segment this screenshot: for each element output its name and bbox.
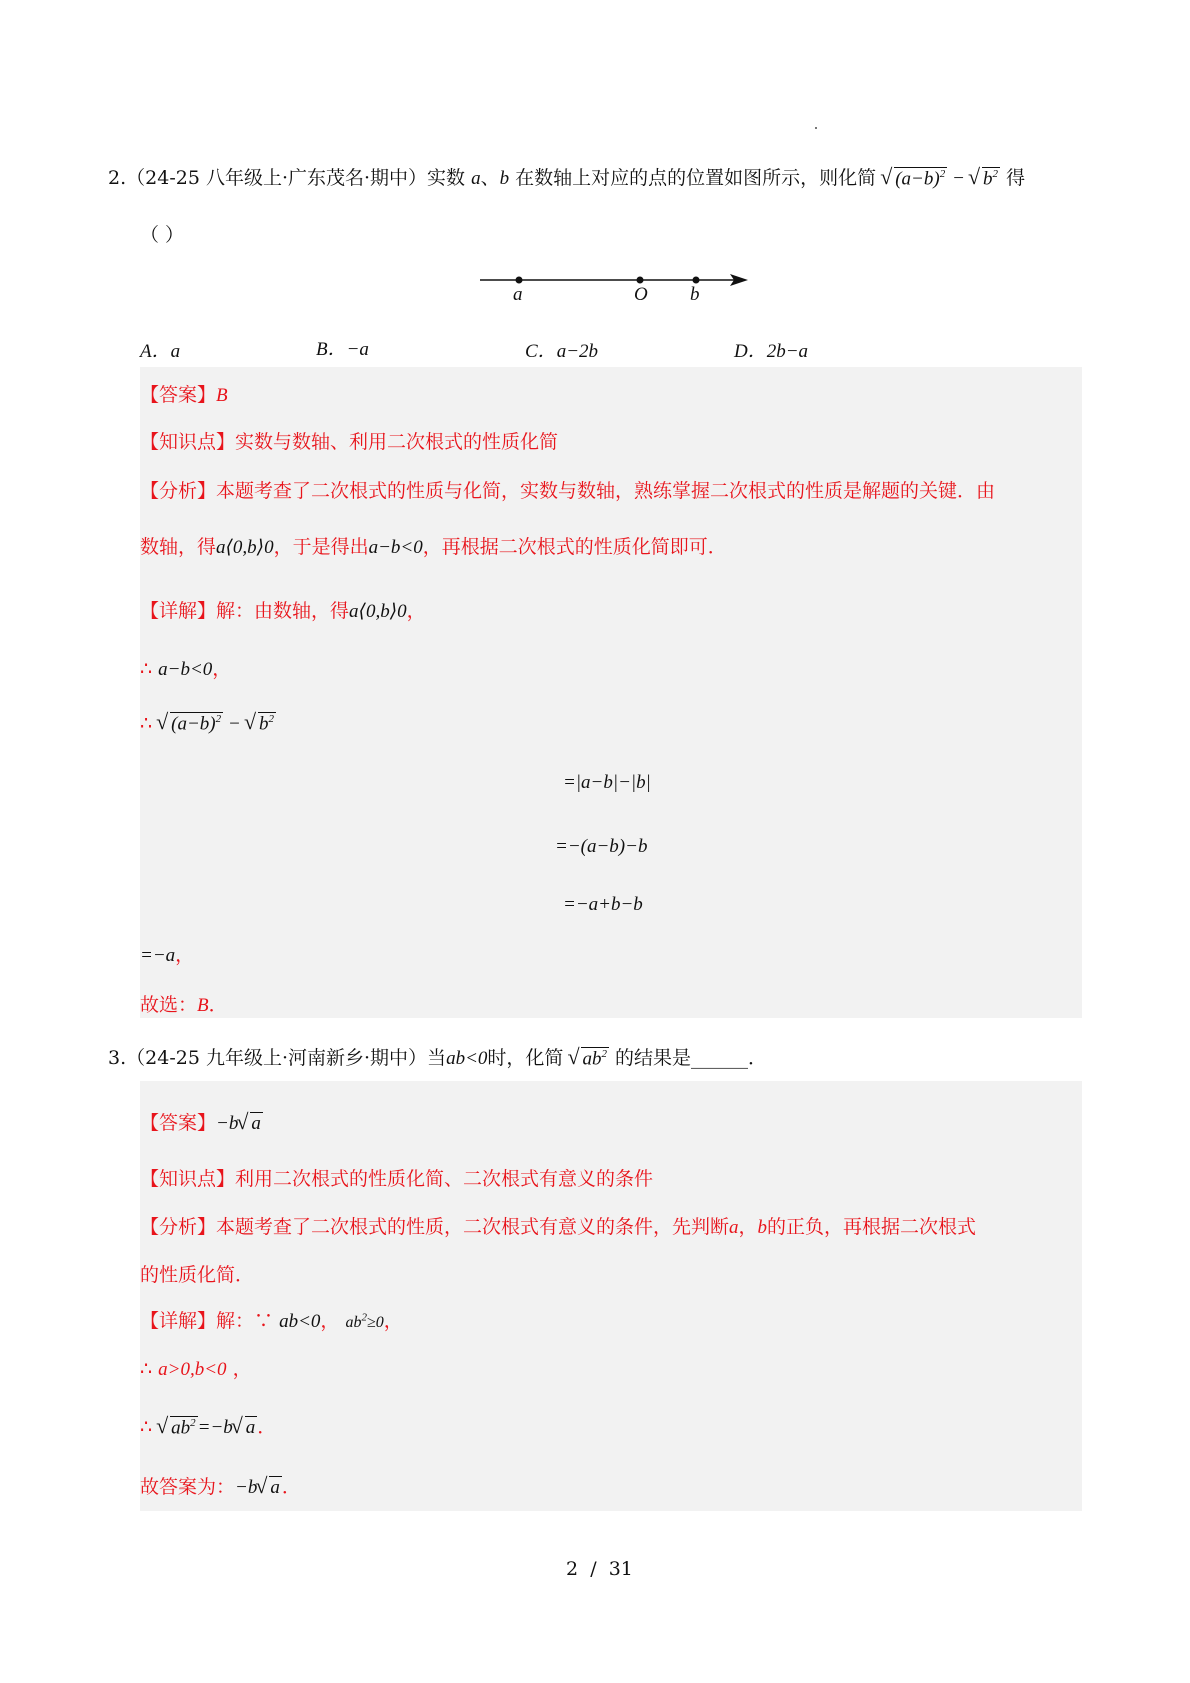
math-expression: a>0,b<0 [158,1359,227,1380]
answer-value: B [216,385,228,406]
knowledge-tag: 【知识点】 [140,431,236,453]
separator: 、 [480,167,500,189]
answer-line [140,380,228,407]
question-source: （24-25 八年级上·广东茂名·期中） [126,167,428,189]
exponent: 2 [215,713,222,725]
punctuation: ． [281,1476,301,1498]
page-separator: / [590,1558,597,1580]
step-2 [140,712,276,735]
exponent: 2 [939,167,946,180]
answer-tag: 【答案】 [140,384,217,406]
step-2 [140,1412,276,1439]
math-expression: ≥0 [366,1314,384,1331]
final-answer-line [140,1472,301,1499]
sqrt-expression [246,712,276,735]
question-number: 2. [108,167,127,189]
point-label-origin: O [634,284,648,305]
option-b[interactable] [316,334,369,361]
math-expression: ab [345,1314,362,1331]
knowledge-line [140,427,558,454]
math-expression: ab<0 [446,1048,488,1069]
page-number [566,1558,633,1580]
sqrt-expression [158,712,223,735]
math-expression: =−a [140,945,176,966]
stem-text: 时，化简 [487,1047,564,1069]
radicand: (a−b) [895,168,940,189]
answer-tag: 【答案】 [140,1112,217,1134]
knowledge-tag: 【知识点】 [140,1168,236,1190]
step-1 [140,1354,252,1381]
punctuation: ， [383,1310,403,1332]
final-value: −b [235,1477,258,1498]
punctuation: ， [212,658,232,680]
sqrt-expression [233,1416,258,1439]
option-value: a−2b [556,341,599,362]
sqrt-expression [257,1476,282,1499]
math-expression: a−b<0 [368,537,423,558]
analysis-tag: 【分析】 [140,480,217,502]
point-label-a: a [513,284,523,305]
step-6 [140,940,194,967]
question-2-solution-box [140,367,1082,1018]
question-source: （24-25 九年级上·河南新乡·期中） [126,1047,428,1069]
analysis-tag: 【分析】 [140,1216,217,1238]
sqrt-expression [238,1112,263,1135]
therefore-icon: ∴ [140,1416,153,1438]
punctuation: ． [257,1416,277,1438]
radicand: ab [171,1417,191,1438]
detail-line-1 [140,1306,403,1333]
punctuation: ． [748,1047,768,1069]
therefore-icon: ∴ [140,712,153,735]
punctuation: ， [232,1358,252,1380]
exponent: 2 [361,1311,367,1324]
analysis-text: ，再根据二次根式的性质化简即可． [422,536,727,558]
detail-line-1 [140,596,426,623]
punctuation: ， [406,600,426,622]
step-4: =−(a−b)−b [555,836,648,857]
stem-text: 当 [427,1047,447,1069]
minus-sign: − [229,713,240,735]
punctuation: ． [208,994,228,1016]
option-value: −a [346,339,369,360]
analysis-line-1 [140,476,995,503]
option-d[interactable] [734,336,808,363]
knowledge-text: 实数与数轴、利用二次根式的性质化简 [235,431,559,453]
option-letter: B． [316,339,347,360]
punctuation: ， [320,1310,340,1332]
analysis-text: 本题考查了二次根式的性质，二次根式有意义的条件，先判断 [216,1216,730,1238]
exponent: 2 [601,1047,607,1060]
radicand: (a−b) [171,713,216,735]
stray-mark [815,127,817,129]
option-letter: A． [140,341,171,362]
exponent: 2 [268,713,274,725]
sqrt-expression [158,1416,198,1439]
final-answer-line [140,990,228,1017]
option-value: a [170,341,181,362]
final-text: 故答案为： [140,1476,236,1498]
minus-sign: − [953,168,964,189]
answer-value: −b [216,1113,239,1134]
analysis-text: ，于是得出 [273,536,369,558]
because-icon: ∵ [254,1310,274,1332]
sqrt-expression [970,167,1000,190]
detail-text: 解：由数轴，得 [216,600,350,622]
analysis-line-2: 的性质化简． [140,1264,255,1286]
therefore-icon: ∴ [140,1358,153,1380]
page-current: 2 [566,1558,579,1580]
radicand: a [245,1417,256,1438]
answer-blank: （ ） [140,224,185,246]
detail-tag: 【详解】 [140,1310,217,1332]
page-total: 31 [608,1558,633,1580]
radicand: a [251,1113,261,1134]
knowledge-line [140,1164,653,1191]
question-3-stem [108,1043,767,1070]
sqrt-expression [882,167,947,190]
math-expression: ab<0 [279,1311,321,1332]
sqrt-expression [569,1047,609,1070]
exponent: 2 [992,167,999,180]
radicand: a [270,1477,280,1498]
final-value: B [197,995,209,1016]
math-expression: a−b<0 [158,659,213,680]
final-text: 故选： [140,994,198,1016]
var-b: b [499,168,510,189]
punctuation: ， [738,1216,758,1238]
detail-tag: 【详解】 [140,600,217,622]
detail-text: 解： [216,1310,255,1332]
analysis-line-1 [140,1212,976,1239]
option-value: 2b−a [766,341,809,362]
step-5: =−a+b−b [563,894,643,915]
knowledge-text: 利用二次根式的性质化简、二次根式有意义的条件 [235,1168,654,1190]
punctuation: ， [175,944,195,966]
option-c[interactable] [525,336,598,363]
radicand: b [983,168,993,189]
answer-line [140,1108,263,1135]
therefore-icon: ∴ [140,658,153,680]
question-number: 3. [108,1047,127,1069]
step-3: =|a−b|−|b| [563,772,651,793]
stem-text: 在数轴上对应的点的位置如图所示，则化简 [515,167,877,189]
analysis-text: 本题考查了二次根式的性质与化简，实数与数轴，熟练掌握二次根式的性质是解题的关键．由 [216,480,996,502]
math-expression: a⟨0,b⟩0 [349,601,407,622]
radicand: b [258,713,269,735]
radicand: ab [582,1048,602,1069]
answer-blank[interactable]: ______ [691,1047,749,1069]
analysis-text: 的正负，再根据二次根式 [767,1216,977,1238]
math-expression: =−b [197,1417,233,1438]
analysis-text: 数轴，得 [140,536,217,558]
stem-text: 得 [1006,167,1026,189]
question-3-solution-box [140,1081,1082,1511]
var-a: a [471,168,481,189]
var-a: a [729,1217,739,1238]
var-b: b [757,1217,768,1238]
step-1 [140,654,231,681]
exponent: 2 [190,1416,196,1429]
option-a[interactable] [140,336,180,363]
math-expression: a⟨0,b⟩0 [216,537,274,558]
analysis-line-2 [140,532,727,559]
point-label-b: b [690,284,700,305]
option-letter: D． [734,341,767,362]
question-2-stem [108,163,1025,190]
stem-text: 实数 [427,167,466,189]
option-letter: C． [525,341,557,362]
stem-text: 的结果是 [615,1047,692,1069]
